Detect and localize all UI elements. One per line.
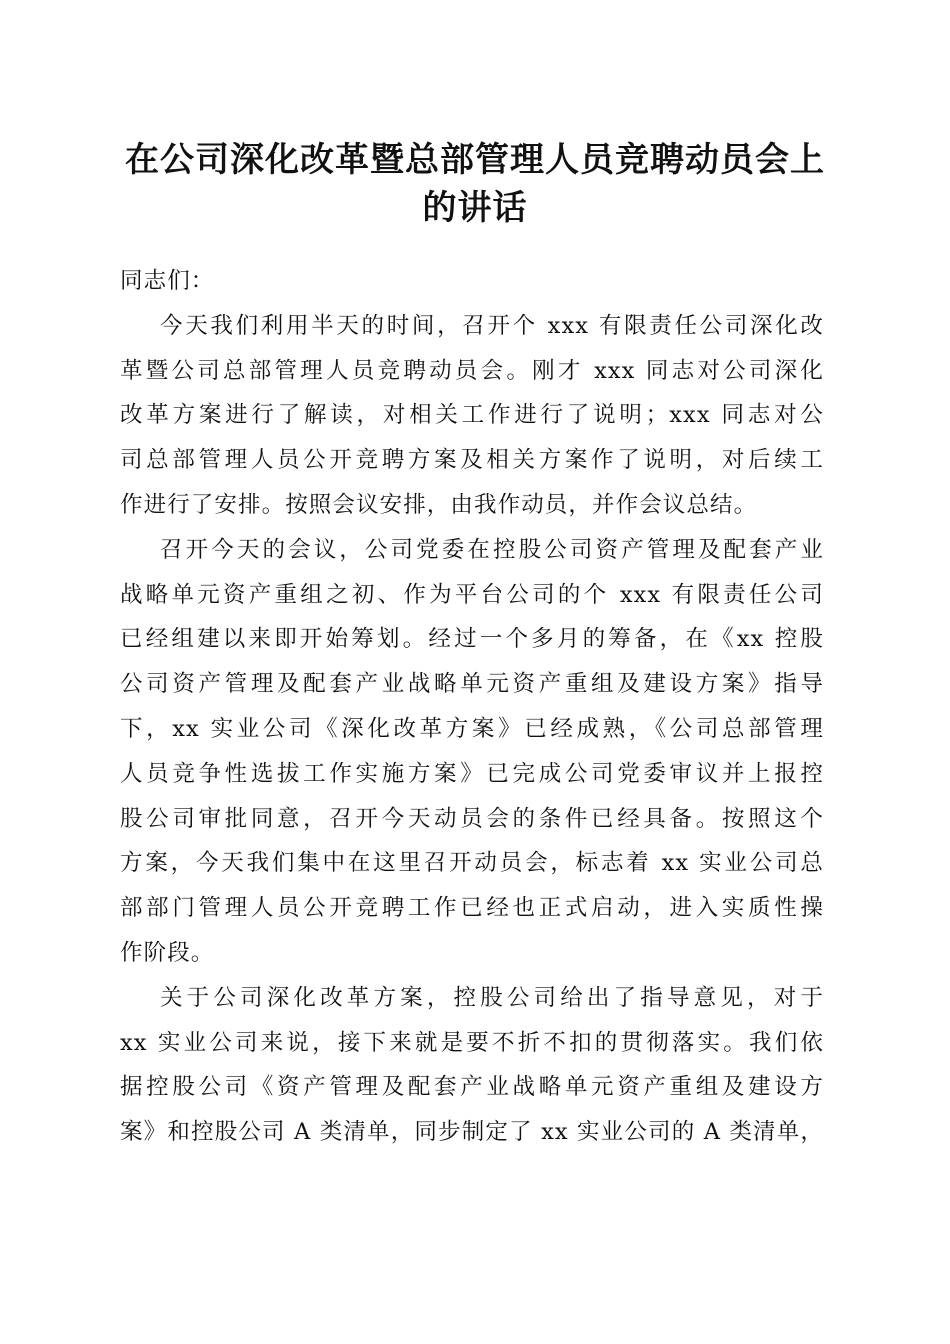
text-line: 已经组建以来即开始筹划。经过一个多月的筹备，在《xx 控股 (120, 626, 824, 653)
text-line: 改革方案进行了解读，对相关工作进行了说明；xxx 同志对公 (120, 402, 824, 429)
text-line: 今天我们利用半天的时间，召开个 xxx 有限责任公司深化改 (160, 312, 824, 339)
text-line: 革暨公司总部管理人员竞聘动员会。刚才 xxx 同志对公司深化 (120, 357, 824, 384)
text-line: 作进行了安排。按照会议安排，由我作动员，并作会议总结。 (120, 491, 758, 518)
paragraph-1 (120, 304, 824, 528)
text-line: 据控股公司《资产管理及配套产业战略单元资产重组及建设方 (120, 1074, 824, 1101)
text-line: 股公司审批同意，召开今天动员会的条件已经具备。按照这个 (120, 805, 824, 832)
page-title (100, 136, 850, 232)
text-line: 战略单元资产重组之初、作为平台公司的个 xxx 有限责任公司 (120, 581, 824, 608)
text-line: xx 实业公司来说，接下来就是要不折不扣的贯彻落实。我们依 (120, 1029, 824, 1056)
text-line: 关于公司深化改革方案，控股公司给出了指导意见，对于 (160, 984, 824, 1011)
text-line: 公司资产管理及配套产业战略单元资产重组及建设方案》指导 (120, 671, 824, 698)
speech-body (120, 259, 824, 1155)
title-line: 在公司深化改革暨总部管理人员竞聘动员会上 (125, 140, 825, 180)
text-line: 下，xx 实业公司《深化改革方案》已经成熟，《公司总部管理 (120, 715, 824, 742)
text-line: 方案，今天我们集中在这里召开动员会，标志着 xx 实业公司总 (120, 850, 824, 877)
paragraph-3 (120, 976, 824, 1155)
text-line: 召开今天的会议，公司党委在控股公司资产管理及配套产业 (160, 536, 824, 563)
paragraph-2 (120, 528, 824, 976)
text-line: 作阶段。 (120, 939, 215, 966)
salutation: 同志们： (120, 268, 215, 294)
text-line: 司总部管理人员公开竞聘方案及相关方案作了说明，对后续工 (120, 447, 824, 474)
title-line: 的讲话 (422, 188, 528, 228)
text-line: 人员竞争性选拔工作实施方案》已完成公司党委审议并上报控 (120, 760, 824, 787)
text-line: 部部门管理人员公开竞聘工作已经也正式启动，进入实质性操 (120, 895, 824, 922)
text-line: 案》和控股公司 A 类清单，同步制定了 xx 实业公司的 A 类清单， (120, 1119, 824, 1146)
